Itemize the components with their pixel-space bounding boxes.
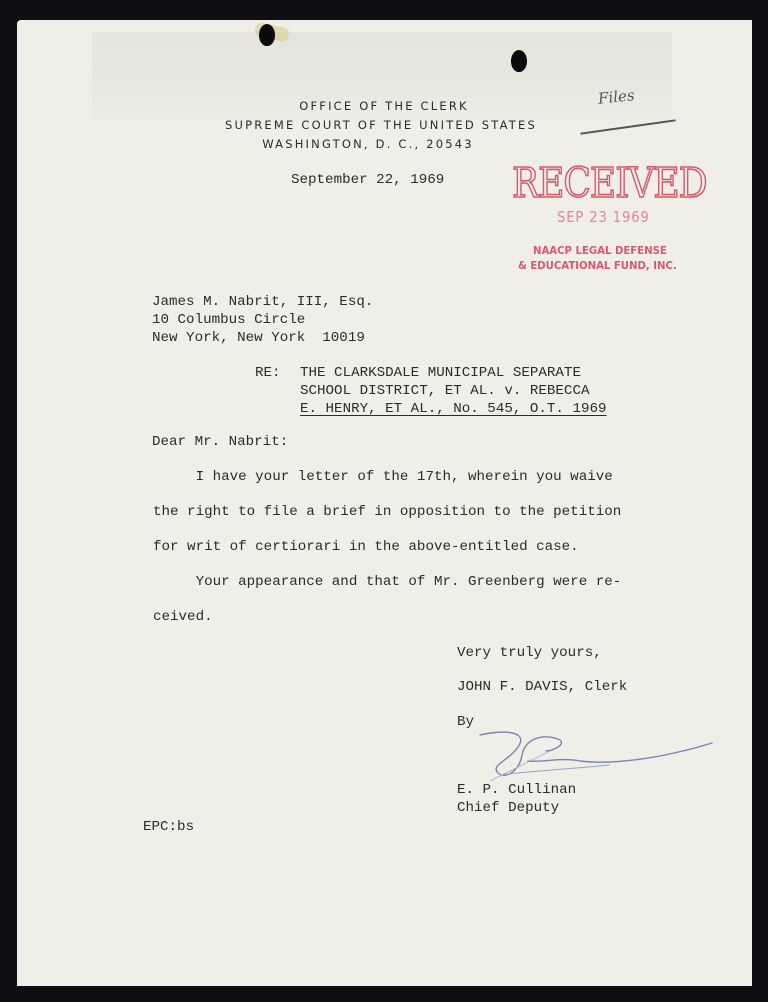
handwritten-files-note: Files — [597, 86, 636, 108]
body-p1-line1: I have your letter of the 17th, wherein you waive — [153, 469, 613, 485]
received-stamp-org-line1: NAACP LEGAL DEFENSE — [533, 244, 667, 257]
recipient-city: New York, New York 10019 — [152, 330, 365, 346]
salutation: Dear Mr. Nabrit: — [152, 434, 289, 450]
signer-position: Chief Deputy — [457, 800, 560, 816]
body-p2-line1: Your appearance and that of Mr. Greenberg were re- — [153, 574, 622, 590]
signature-icon — [470, 725, 720, 785]
body-p2-line2: ceived. — [153, 609, 213, 625]
valediction: Very truly yours, — [457, 645, 602, 661]
punch-hole-left — [259, 24, 275, 46]
recipient-street: 10 Columbus Circle — [152, 312, 306, 328]
re-label: RE: — [255, 365, 281, 381]
re-line-1: THE CLARKSDALE MUNICIPAL SEPARATE — [300, 365, 581, 381]
recipient-name: James M. Nabrit, III, Esq. — [152, 294, 374, 310]
signer-title: JOHN F. DAVIS, Clerk — [457, 679, 628, 695]
re-line-3: E. HENRY, ET AL., No. 545, O.T. 1969 — [300, 401, 607, 417]
body-p1-line2: the right to file a brief in opposition to the petition — [153, 504, 622, 520]
letterhead-court: SUPREME COURT OF THE UNITED STATES — [224, 118, 537, 132]
letter-date: September 22, 1969 — [291, 172, 445, 188]
received-stamp-date: SEP 23 1969 — [557, 208, 650, 226]
typist-initials: EPC:bs — [143, 819, 195, 835]
punch-hole-right — [511, 50, 527, 72]
received-stamp-org-line2: & EDUCATIONAL FUND, INC. — [518, 259, 677, 272]
by-label: By — [457, 714, 475, 730]
letterhead-office: OFFICE OF THE CLERK — [299, 99, 469, 113]
body-p1-line3: for writ of certiorari in the above-entitled case. — [153, 539, 579, 555]
letterhead-address: WASHINGTON, D. C., 20543 — [262, 137, 474, 151]
re-line-2: SCHOOL DISTRICT, ET AL. v. REBECCA — [300, 383, 590, 399]
signer-name: E. P. Cullinan — [457, 782, 577, 798]
received-stamp-title: RECEIVED — [512, 160, 707, 208]
